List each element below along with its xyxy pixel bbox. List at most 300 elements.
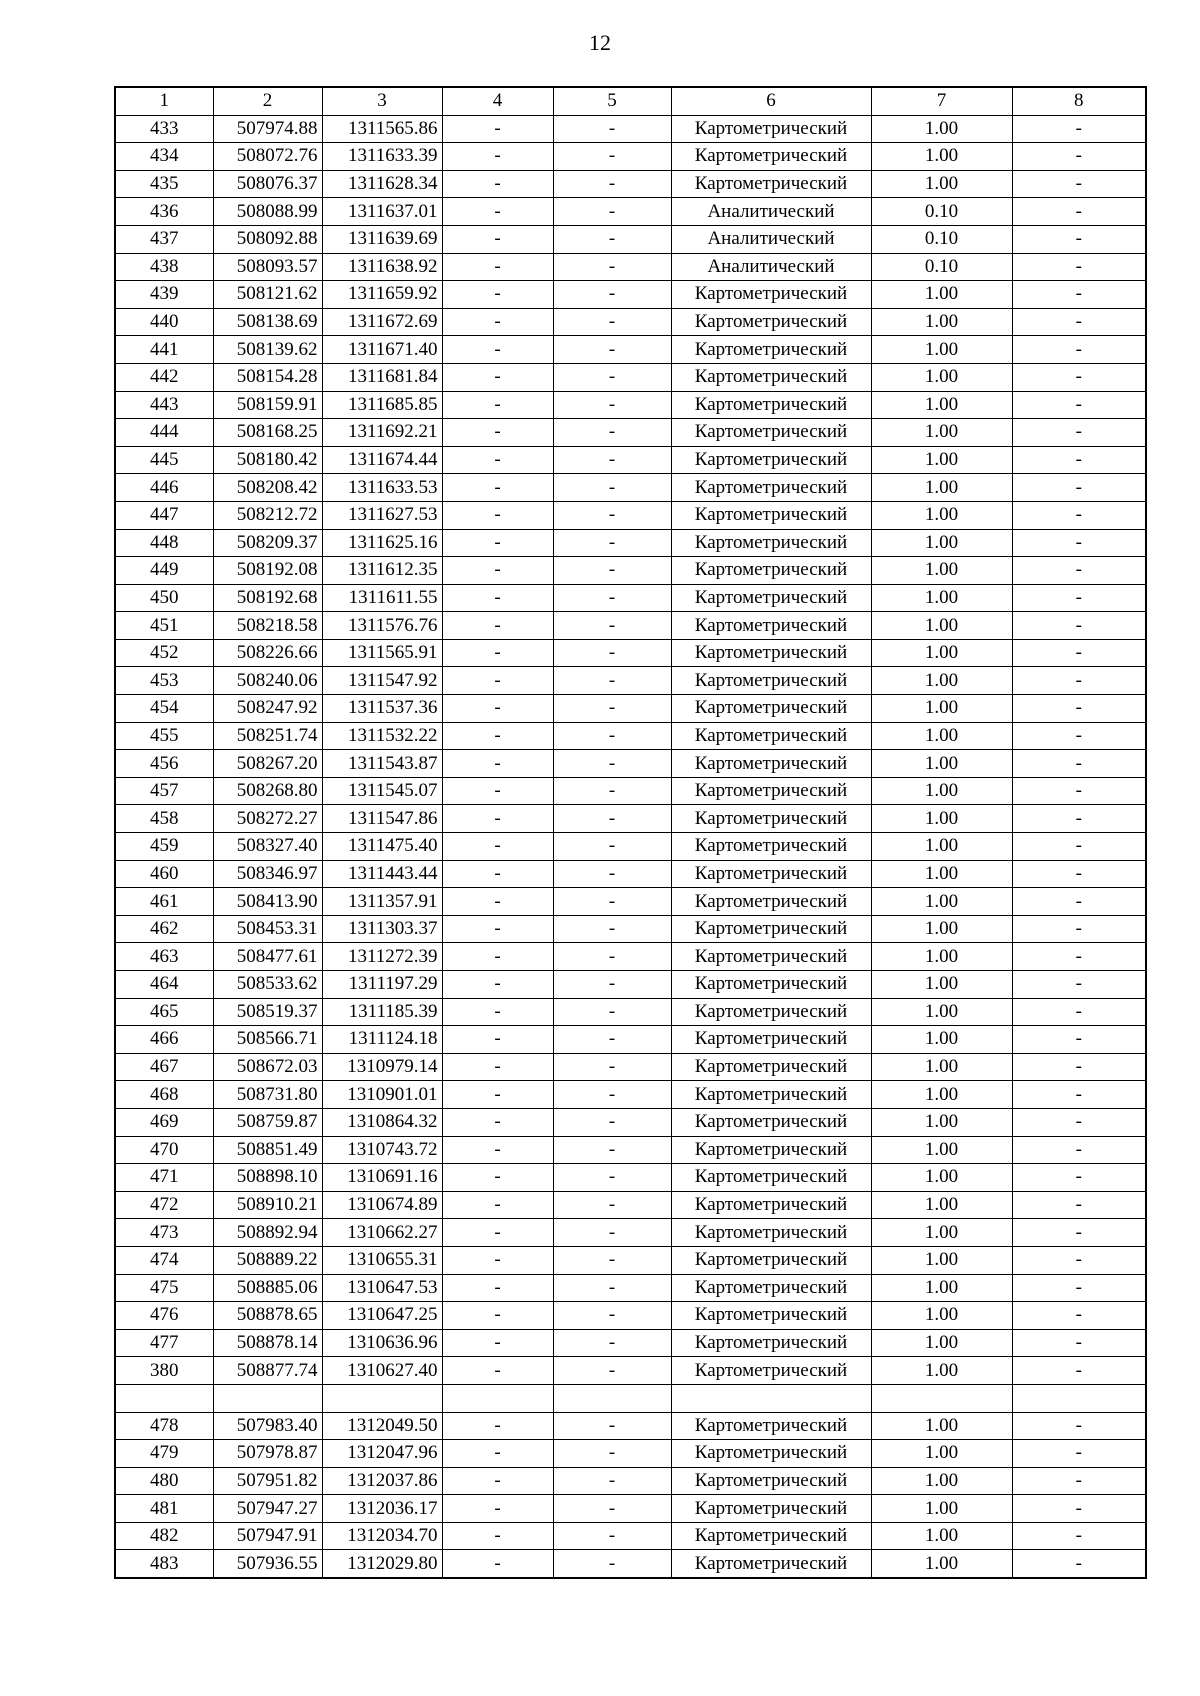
column-8-cell: -	[1012, 336, 1146, 364]
point-number-cell: 442	[115, 363, 213, 391]
accuracy-cell: 1.00	[871, 805, 1012, 833]
y-coordinate-cell: 1311576.76	[322, 612, 442, 640]
table-row	[115, 833, 1146, 861]
column-header: 7	[871, 87, 1012, 115]
column-5-cell: -	[553, 1302, 671, 1330]
x-coordinate-cell: 508168.25	[213, 419, 322, 447]
column-4-cell: -	[442, 1246, 553, 1274]
table-row	[115, 750, 1146, 778]
column-5-cell: -	[553, 1357, 671, 1385]
method-cell: Картометрический	[671, 888, 871, 916]
column-5-cell: -	[553, 419, 671, 447]
x-coordinate-cell: 507983.40	[213, 1412, 322, 1440]
column-4-cell: -	[442, 529, 553, 557]
method-cell: Картометрический	[671, 501, 871, 529]
method-cell: Картометрический	[671, 943, 871, 971]
x-coordinate-cell: 508878.14	[213, 1329, 322, 1357]
table-row	[115, 336, 1146, 364]
y-coordinate-cell: 1310655.31	[322, 1246, 442, 1274]
x-coordinate-cell: 508138.69	[213, 308, 322, 336]
column-header: 6	[671, 87, 871, 115]
x-coordinate-cell: 508851.49	[213, 1136, 322, 1164]
column-8-cell: -	[1012, 1053, 1146, 1081]
method-cell: Картометрический	[671, 1412, 871, 1440]
accuracy-cell: 1.00	[871, 833, 1012, 861]
x-coordinate-cell: 507936.55	[213, 1550, 322, 1578]
header-row	[115, 87, 1146, 115]
table-row	[115, 308, 1146, 336]
accuracy-cell: 1.00	[871, 612, 1012, 640]
method-cell: Картометрический	[671, 1550, 871, 1578]
column-5-cell: -	[553, 1219, 671, 1247]
y-coordinate-cell: 1311303.37	[322, 915, 442, 943]
y-coordinate-cell: 1310647.25	[322, 1302, 442, 1330]
column-8-cell: -	[1012, 143, 1146, 171]
accuracy-cell: 1.00	[871, 971, 1012, 999]
column-4-cell: -	[442, 336, 553, 364]
column-4-cell: -	[442, 308, 553, 336]
x-coordinate-cell: 508192.68	[213, 584, 322, 612]
y-coordinate-cell: 1310627.40	[322, 1357, 442, 1385]
accuracy-cell: 1.00	[871, 557, 1012, 585]
table-body	[115, 115, 1146, 1578]
point-number-cell: 472	[115, 1191, 213, 1219]
method-cell: Картометрический	[671, 750, 871, 778]
method-cell	[671, 1384, 871, 1412]
column-5-cell: -	[553, 777, 671, 805]
column-4-cell: -	[442, 971, 553, 999]
column-4-cell: -	[442, 501, 553, 529]
table-row	[115, 1164, 1146, 1192]
point-number-cell: 462	[115, 915, 213, 943]
point-number-cell: 475	[115, 1274, 213, 1302]
table-row	[115, 971, 1146, 999]
y-coordinate-cell: 1311545.07	[322, 777, 442, 805]
column-8-cell: -	[1012, 308, 1146, 336]
column-4-cell: -	[442, 722, 553, 750]
x-coordinate-cell: 508519.37	[213, 998, 322, 1026]
point-number-cell: 466	[115, 1026, 213, 1054]
column-5-cell: -	[553, 998, 671, 1026]
column-4-cell: -	[442, 1522, 553, 1550]
x-coordinate-cell: 508898.10	[213, 1164, 322, 1192]
column-5-cell: -	[553, 1164, 671, 1192]
accuracy-cell: 1.00	[871, 529, 1012, 557]
x-coordinate-cell: 508247.92	[213, 695, 322, 723]
table-row	[115, 363, 1146, 391]
table-row	[115, 1081, 1146, 1109]
column-4-cell: -	[442, 695, 553, 723]
column-8-cell: -	[1012, 1191, 1146, 1219]
accuracy-cell: 1.00	[871, 1219, 1012, 1247]
accuracy-cell: 1.00	[871, 1053, 1012, 1081]
page-number: 12	[589, 30, 611, 55]
column-8-cell: -	[1012, 915, 1146, 943]
accuracy-cell: 1.00	[871, 391, 1012, 419]
point-number-cell: 450	[115, 584, 213, 612]
point-number-cell: 433	[115, 115, 213, 143]
accuracy-cell: 1.00	[871, 1329, 1012, 1357]
column-8-cell: -	[1012, 391, 1146, 419]
x-coordinate-cell: 508268.80	[213, 777, 322, 805]
table-row	[115, 943, 1146, 971]
point-number-cell: 435	[115, 170, 213, 198]
column-5-cell: -	[553, 612, 671, 640]
accuracy-cell: 1.00	[871, 143, 1012, 171]
column-5-cell: -	[553, 170, 671, 198]
method-cell: Картометрический	[671, 915, 871, 943]
table-row	[115, 584, 1146, 612]
y-coordinate-cell: 1311272.39	[322, 943, 442, 971]
accuracy-cell: 1.00	[871, 722, 1012, 750]
column-4-cell: -	[442, 584, 553, 612]
table-row	[115, 1191, 1146, 1219]
method-cell: Картометрический	[671, 1219, 871, 1247]
x-coordinate-cell: 508731.80	[213, 1081, 322, 1109]
accuracy-cell: 1.00	[871, 584, 1012, 612]
accuracy-cell: 0.10	[871, 253, 1012, 281]
accuracy-cell: 1.00	[871, 446, 1012, 474]
y-coordinate-cell: 1311692.21	[322, 419, 442, 447]
point-number-cell: 465	[115, 998, 213, 1026]
y-coordinate-cell: 1312049.50	[322, 1412, 442, 1440]
column-8-cell	[1012, 1384, 1146, 1412]
accuracy-cell: 1.00	[871, 639, 1012, 667]
y-coordinate-cell: 1310662.27	[322, 1219, 442, 1247]
column-5-cell: -	[553, 1329, 671, 1357]
column-header: 1	[115, 87, 213, 115]
method-cell: Картометрический	[671, 667, 871, 695]
point-number-cell: 470	[115, 1136, 213, 1164]
column-4-cell: -	[442, 1274, 553, 1302]
y-coordinate-cell: 1310636.96	[322, 1329, 442, 1357]
point-number-cell: 477	[115, 1329, 213, 1357]
x-coordinate-cell: 507947.91	[213, 1522, 322, 1550]
accuracy-cell: 1.00	[871, 998, 1012, 1026]
y-coordinate-cell: 1311443.44	[322, 860, 442, 888]
column-5-cell: -	[553, 584, 671, 612]
x-coordinate-cell: 508566.71	[213, 1026, 322, 1054]
point-number-cell: 479	[115, 1440, 213, 1468]
column-5-cell: -	[553, 253, 671, 281]
column-5-cell: -	[553, 833, 671, 861]
method-cell: Картометрический	[671, 1467, 871, 1495]
y-coordinate-cell: 1311475.40	[322, 833, 442, 861]
point-number-cell: 457	[115, 777, 213, 805]
point-number-cell: 467	[115, 1053, 213, 1081]
y-coordinate-cell: 1311537.36	[322, 695, 442, 723]
method-cell: Картометрический	[671, 1246, 871, 1274]
accuracy-cell: 0.10	[871, 198, 1012, 226]
accuracy-cell: 1.00	[871, 419, 1012, 447]
point-number-cell: 454	[115, 695, 213, 723]
accuracy-cell: 1.00	[871, 888, 1012, 916]
method-cell: Аналитический	[671, 198, 871, 226]
column-8-cell: -	[1012, 1302, 1146, 1330]
column-5-cell: -	[553, 1136, 671, 1164]
column-5-cell: -	[553, 860, 671, 888]
coordinates-table	[114, 86, 1147, 1579]
column-8-cell: -	[1012, 501, 1146, 529]
column-5-cell: -	[553, 308, 671, 336]
y-coordinate-cell: 1311671.40	[322, 336, 442, 364]
column-5-cell: -	[553, 1246, 671, 1274]
column-5-cell: -	[553, 115, 671, 143]
column-8-cell: -	[1012, 557, 1146, 585]
accuracy-cell: 1.00	[871, 860, 1012, 888]
column-8-cell: -	[1012, 888, 1146, 916]
x-coordinate-cell: 508180.42	[213, 446, 322, 474]
x-coordinate-cell: 508076.37	[213, 170, 322, 198]
y-coordinate-cell: 1311565.91	[322, 639, 442, 667]
point-number-cell: 440	[115, 308, 213, 336]
point-number-cell: 443	[115, 391, 213, 419]
column-4-cell: -	[442, 253, 553, 281]
column-5-cell: -	[553, 1495, 671, 1523]
accuracy-cell: 1.00	[871, 1274, 1012, 1302]
column-8-cell: -	[1012, 1164, 1146, 1192]
table-row	[115, 253, 1146, 281]
table-row	[115, 225, 1146, 253]
x-coordinate-cell: 508226.66	[213, 639, 322, 667]
x-coordinate-cell: 508088.99	[213, 198, 322, 226]
column-8-cell: -	[1012, 998, 1146, 1026]
point-number-cell: 455	[115, 722, 213, 750]
column-4-cell: -	[442, 777, 553, 805]
column-4-cell: -	[442, 1357, 553, 1385]
table-row	[115, 419, 1146, 447]
point-number-cell: 463	[115, 943, 213, 971]
y-coordinate-cell: 1312037.86	[322, 1467, 442, 1495]
column-5-cell: -	[553, 1550, 671, 1578]
column-header: 5	[553, 87, 671, 115]
y-coordinate-cell: 1311633.39	[322, 143, 442, 171]
accuracy-cell: 1.00	[871, 1495, 1012, 1523]
accuracy-cell: 1.00	[871, 943, 1012, 971]
point-number-cell: 446	[115, 474, 213, 502]
accuracy-cell: 1.00	[871, 667, 1012, 695]
column-4-cell: -	[442, 391, 553, 419]
column-4-cell: -	[442, 1108, 553, 1136]
column-5-cell: -	[553, 1274, 671, 1302]
column-8-cell: -	[1012, 777, 1146, 805]
column-5-cell: -	[553, 722, 671, 750]
column-8-cell: -	[1012, 281, 1146, 309]
table-row	[115, 198, 1146, 226]
column-8-cell: -	[1012, 1440, 1146, 1468]
column-4-cell: -	[442, 805, 553, 833]
x-coordinate-cell: 508272.27	[213, 805, 322, 833]
x-coordinate-cell: 507947.27	[213, 1495, 322, 1523]
column-8-cell: -	[1012, 474, 1146, 502]
method-cell: Картометрический	[671, 584, 871, 612]
point-number-cell: 453	[115, 667, 213, 695]
y-coordinate-cell: 1311637.01	[322, 198, 442, 226]
y-coordinate-cell: 1311124.18	[322, 1026, 442, 1054]
accuracy-cell: 1.00	[871, 115, 1012, 143]
point-number-cell: 441	[115, 336, 213, 364]
column-4-cell: -	[442, 998, 553, 1026]
column-5-cell: -	[553, 336, 671, 364]
method-cell: Картометрический	[671, 1164, 871, 1192]
column-8-cell: -	[1012, 1246, 1146, 1274]
y-coordinate-cell: 1310691.16	[322, 1164, 442, 1192]
column-5-cell: -	[553, 198, 671, 226]
column-8-cell: -	[1012, 833, 1146, 861]
point-number-cell: 468	[115, 1081, 213, 1109]
column-5-cell: -	[553, 363, 671, 391]
column-8-cell: -	[1012, 1108, 1146, 1136]
column-8-cell: -	[1012, 253, 1146, 281]
column-8-cell: -	[1012, 805, 1146, 833]
column-5-cell: -	[553, 1053, 671, 1081]
method-cell: Картометрический	[671, 1302, 871, 1330]
column-4-cell: -	[442, 198, 553, 226]
method-cell: Картометрический	[671, 860, 871, 888]
column-4-cell: -	[442, 1053, 553, 1081]
x-coordinate-cell: 508878.65	[213, 1302, 322, 1330]
column-4-cell: -	[442, 888, 553, 916]
column-header: 8	[1012, 87, 1146, 115]
method-cell: Картометрический	[671, 1522, 871, 1550]
y-coordinate-cell: 1311185.39	[322, 998, 442, 1026]
method-cell: Картометрический	[671, 474, 871, 502]
x-coordinate-cell: 508121.62	[213, 281, 322, 309]
point-number-cell: 481	[115, 1495, 213, 1523]
column-4-cell: -	[442, 1302, 553, 1330]
accuracy-cell: 1.00	[871, 1164, 1012, 1192]
point-number-cell: 444	[115, 419, 213, 447]
column-8-cell: -	[1012, 1522, 1146, 1550]
table-row	[115, 1440, 1146, 1468]
accuracy-cell: 1.00	[871, 1440, 1012, 1468]
x-coordinate-cell: 508212.72	[213, 501, 322, 529]
point-number-cell: 449	[115, 557, 213, 585]
column-5-cell: -	[553, 1412, 671, 1440]
column-4-cell: -	[442, 143, 553, 171]
point-number-cell: 471	[115, 1164, 213, 1192]
x-coordinate-cell: 507978.87	[213, 1440, 322, 1468]
x-coordinate-cell: 508092.88	[213, 225, 322, 253]
y-coordinate-cell: 1311633.53	[322, 474, 442, 502]
method-cell: Картометрический	[671, 695, 871, 723]
column-8-cell: -	[1012, 971, 1146, 999]
column-4-cell: -	[442, 1495, 553, 1523]
point-number-cell: 456	[115, 750, 213, 778]
x-coordinate-cell: 508209.37	[213, 529, 322, 557]
column-8-cell: -	[1012, 860, 1146, 888]
table-row	[115, 143, 1146, 171]
column-5-cell: -	[553, 695, 671, 723]
method-cell: Картометрический	[671, 1108, 871, 1136]
table-row	[115, 667, 1146, 695]
column-4-cell: -	[442, 281, 553, 309]
point-number-cell: 459	[115, 833, 213, 861]
column-4-cell: -	[442, 1136, 553, 1164]
table-row	[115, 639, 1146, 667]
column-5-cell: -	[553, 501, 671, 529]
method-cell: Картометрический	[671, 639, 871, 667]
y-coordinate-cell: 1311628.34	[322, 170, 442, 198]
y-coordinate-cell: 1311639.69	[322, 225, 442, 253]
column-8-cell: -	[1012, 639, 1146, 667]
column-8-cell: -	[1012, 612, 1146, 640]
table-row	[115, 1274, 1146, 1302]
y-coordinate-cell: 1311611.55	[322, 584, 442, 612]
column-4-cell: -	[442, 115, 553, 143]
column-8-cell: -	[1012, 1274, 1146, 1302]
column-4-cell: -	[442, 612, 553, 640]
x-coordinate-cell: 508267.20	[213, 750, 322, 778]
method-cell: Картометрический	[671, 1081, 871, 1109]
accuracy-cell: 1.00	[871, 777, 1012, 805]
column-4-cell: -	[442, 860, 553, 888]
table-row	[115, 860, 1146, 888]
table-row	[115, 612, 1146, 640]
column-5-cell: -	[553, 446, 671, 474]
table-row	[115, 1522, 1146, 1550]
table-row	[115, 1412, 1146, 1440]
point-number-cell: 437	[115, 225, 213, 253]
y-coordinate-cell: 1311612.35	[322, 557, 442, 585]
column-5-cell: -	[553, 971, 671, 999]
table-row	[115, 1246, 1146, 1274]
column-8-cell: -	[1012, 722, 1146, 750]
table-row	[115, 888, 1146, 916]
method-cell: Картометрический	[671, 557, 871, 585]
x-coordinate-cell: 508477.61	[213, 943, 322, 971]
column-8-cell: -	[1012, 750, 1146, 778]
accuracy-cell: 0.10	[871, 225, 1012, 253]
column-8-cell: -	[1012, 363, 1146, 391]
x-coordinate-cell: 508759.87	[213, 1108, 322, 1136]
column-4-cell: -	[442, 419, 553, 447]
x-coordinate-cell: 508453.31	[213, 915, 322, 943]
x-coordinate-cell: 507974.88	[213, 115, 322, 143]
column-5-cell: -	[553, 1081, 671, 1109]
column-5-cell: -	[553, 888, 671, 916]
column-8-cell: -	[1012, 695, 1146, 723]
point-number-cell: 476	[115, 1302, 213, 1330]
method-cell: Картометрический	[671, 363, 871, 391]
accuracy-cell: 1.00	[871, 1302, 1012, 1330]
column-4-cell: -	[442, 363, 553, 391]
accuracy-cell: 1.00	[871, 1357, 1012, 1385]
column-4-cell: -	[442, 943, 553, 971]
x-coordinate-cell: 508139.62	[213, 336, 322, 364]
accuracy-cell: 1.00	[871, 1081, 1012, 1109]
column-8-cell: -	[1012, 1219, 1146, 1247]
column-8-cell: -	[1012, 225, 1146, 253]
method-cell: Картометрический	[671, 336, 871, 364]
column-4-cell: -	[442, 915, 553, 943]
table-row	[115, 915, 1146, 943]
x-coordinate-cell: 508910.21	[213, 1191, 322, 1219]
table-row	[115, 1357, 1146, 1385]
x-coordinate-cell: 507951.82	[213, 1467, 322, 1495]
accuracy-cell: 1.00	[871, 474, 1012, 502]
point-number-cell: 451	[115, 612, 213, 640]
table-row	[115, 557, 1146, 585]
point-number-cell: 473	[115, 1219, 213, 1247]
column-4-cell: -	[442, 1440, 553, 1468]
y-coordinate-cell: 1310743.72	[322, 1136, 442, 1164]
method-cell: Картометрический	[671, 1440, 871, 1468]
column-8-cell: -	[1012, 1357, 1146, 1385]
method-cell: Картометрический	[671, 143, 871, 171]
column-5-cell	[553, 1384, 671, 1412]
table-row	[115, 1108, 1146, 1136]
